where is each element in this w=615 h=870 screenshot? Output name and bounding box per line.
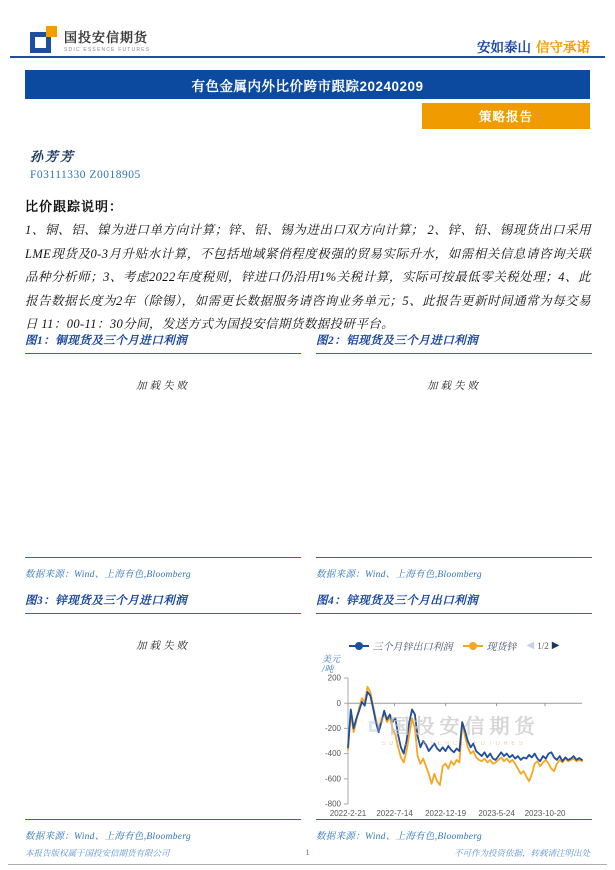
footer-copyright: 本报告版权属于国投安信期货有限公司 (25, 848, 170, 858)
blue-line-legend-icon (349, 642, 369, 650)
svg-text:-600: -600 (324, 774, 341, 784)
watermark-text-en: SDIC ESSENCE FUTURES (381, 741, 527, 747)
figure-2-panel (316, 332, 592, 580)
figure-1-panel (25, 332, 301, 580)
legend-pager-prev-icon[interactable]: ◀ (526, 640, 535, 651)
footer-page-number: 1 (305, 847, 310, 857)
figure-3-panel (25, 592, 301, 842)
figure-4-source: 数据来源：Wind、上海有色,Bloomberg (316, 819, 592, 842)
company-slogan (477, 36, 590, 56)
svg-text:-200: -200 (324, 724, 341, 733)
report-type-badge: 策略报告 (422, 103, 590, 129)
watermark-text-cn: 国投安信期货 (389, 716, 540, 738)
export-profit-chart-svg (316, 670, 590, 820)
svg-text:2023-5-24: 2023-5-24 (478, 809, 515, 818)
logo-name-en: SDIC ESSENCE FUTURES (64, 46, 151, 53)
chart-legend (316, 638, 592, 653)
figure-2-load-failed-text: 加载失败 (427, 381, 481, 392)
notes-body: 1、铜、铝、镍为进口单方向计算；锌、铅、锡为进出口双方向计算； 2、锌、铅、锡现货出口采用LME现货及0-3月升贴水计算，不包括地域紧俏程度极强的贸易实际升水，如需相关信息请咨询关联品种分析师；3、考虑2022年度税则，锌进口仍沿用1%关税计算，实际可按最低零关税处理；4、此报告数据长度为2年（除锡），如需更长数据服务请咨询业务单元；5、此报告更新时间通常为每交易日 11：00-11：30分间，发送方式为国投安信期货数据投研平台。 (25, 223, 591, 331)
figure-1-title: 图1：铜现货及三个月进口利润 (25, 332, 301, 354)
legend-pager-next-icon[interactable]: ▶ (551, 640, 560, 651)
svg-text:200: 200 (327, 673, 341, 683)
figure-1-source: 数据来源：Wind、上海有色,Bloomberg (25, 557, 301, 580)
author-license-codes: F03111330 Z0018905 (30, 169, 141, 181)
svg-text:0: 0 (336, 698, 341, 708)
company-logo-icon (30, 26, 57, 53)
figure-3-load-failed-text: 加载失败 (136, 641, 190, 652)
svg-text:-800: -800 (324, 799, 341, 809)
legend-pager (527, 640, 560, 651)
legend-label-export-profit: 三个月锌出口利润 (372, 642, 453, 653)
figure-4-panel (316, 592, 592, 842)
figure-3-title: 图3：锌现货及三个月进口利润 (25, 592, 301, 614)
svg-text:2022-7-14: 2022-7-14 (376, 809, 413, 818)
figure-2-title: 图2：铝现货及三个月进口利润 (316, 332, 592, 354)
y-axis-unit-label: 美元 /吨 (322, 654, 341, 674)
legend-label-spot-zinc: 现货锌 (486, 642, 517, 653)
slogan-part2: 信守承诺 (536, 40, 590, 55)
legend-pager-label: 1/2 (537, 640, 549, 651)
svg-text:2023-10-20: 2023-10-20 (524, 809, 566, 818)
figure-2-source: 数据来源：Wind、上海有色,Bloomberg (316, 557, 592, 580)
author-name: 孙芳芳 (30, 149, 76, 164)
legend-item-export-profit[interactable] (349, 638, 453, 653)
figure-4-title: 图4：锌现货及三个月出口利润 (316, 592, 592, 614)
slogan-part1: 安如泰山 (477, 40, 531, 55)
report-title-bar: 有色金属内外比价跨市跟踪20240209 (25, 70, 590, 99)
figure-1-load-failed-text: 加载失败 (136, 381, 190, 392)
company-logo (30, 26, 150, 53)
orange-line-legend-icon (463, 642, 483, 650)
svg-text:2022-12-19: 2022-12-19 (425, 809, 467, 818)
notes-heading: 比价跟踪说明： (25, 199, 124, 214)
svg-text:2022-2-21: 2022-2-21 (329, 809, 367, 818)
header-divider (10, 56, 605, 58)
figure-3-source: 数据来源：Wind、上海有色,Bloomberg (25, 819, 301, 842)
svg-text:-400: -400 (324, 749, 341, 759)
footer-divider (8, 864, 607, 865)
footer-disclaimer: 不可作为投资依据，转载请注明出处 (453, 848, 590, 858)
legend-item-spot-zinc[interactable] (463, 638, 517, 653)
logo-name-cn: 国投安信期货 (64, 29, 149, 45)
